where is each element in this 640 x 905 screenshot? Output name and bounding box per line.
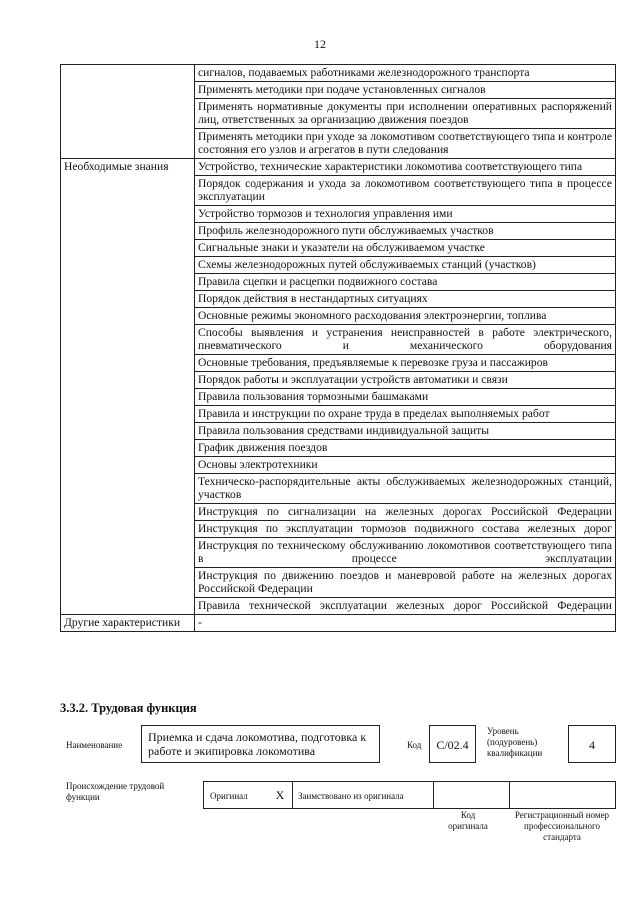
section-title: 3.3.2. Трудовая функция (60, 701, 197, 715)
origin-grid (203, 781, 616, 809)
row-text: сигналов, подаваемых работниками железнодорожного транспорта (195, 65, 616, 82)
original-mark: X (275, 788, 285, 802)
borrowed-label: Заимствовано из оригинала (298, 791, 404, 801)
row-text: Основные режимы экономного расходования электроэнергии, топлива (195, 308, 616, 325)
row-label (61, 65, 195, 159)
name-label: Наименование (66, 740, 123, 750)
row-text: Применять нормативные документы при исполнении оперативных распоряжений лиц, ответственных за организацию движения поездов (195, 99, 616, 129)
row-text: Правила технической эксплуатации железных дорог Российской Федерации (195, 598, 616, 615)
row-text: Инструкция по движению поездов и маневровой работе на железных дорогах Российской Федерации (195, 568, 616, 598)
row-text: Основы электротехники (195, 457, 616, 474)
origin-code-caption: Код оригинала (448, 810, 488, 831)
row-text: Сигнальные знаки и указатели на обслуживаемом участке (195, 240, 616, 257)
row-text: Порядок содержания и ухода за локомотивом соответствующего типа в процессе эксплуатации (195, 176, 616, 206)
table-row (61, 65, 616, 82)
table-row (61, 159, 616, 176)
row-label: Другие характеристики (61, 615, 195, 632)
row-text: - (195, 615, 616, 632)
row-text: Правила пользования тормозными башмаками (195, 389, 616, 406)
row-text: Применять методики при подаче установленных сигналов (195, 82, 616, 99)
level-label: Уровень (подуровень) квалификации (487, 726, 543, 758)
original-label: Оригинал (210, 791, 248, 801)
divider (433, 782, 434, 808)
row-text: Порядок действия в нестандартных ситуациях (195, 291, 616, 308)
row-text: Применять методики при уходе за локомотивом соответствующего типа и контроле состояния его узлов и агрегатов в пути следования (195, 129, 616, 159)
knowledge-table (60, 64, 616, 632)
code-field: С/02.4 (429, 725, 476, 763)
row-text: Профиль железнодорожного пути обслуживаемых участков (195, 223, 616, 240)
row-label: Необходимые знания (61, 159, 195, 615)
level-field: 4 (568, 725, 616, 763)
row-text: Устройство, технические характеристики локомотива соответствующего типа (195, 159, 616, 176)
page-number: 12 (314, 37, 326, 51)
row-text: Порядок работы и эксплуатации устройств автоматики и связи (195, 372, 616, 389)
row-text: График движения поездов (195, 440, 616, 457)
reg-number-caption: Регистрационный номер профессионального стандарта (514, 810, 610, 842)
row-text: Инструкция по техническому обслуживанию локомотивов соответствующего типа в процессе эксплуатации (195, 538, 616, 568)
function-name-field: Приемка и сдача локомотива, подготовка к работе и экипировка локомотива (141, 725, 380, 763)
row-text: Правила пользования средствами индивидуальной защиты (195, 423, 616, 440)
code-label: Код (407, 740, 422, 750)
row-text: Основные требования, предъявляемые к перевозке груза и пассажиров (195, 355, 616, 372)
row-text: Способы выявления и устранения неисправностей в работе электрического, пневматического и механического оборудования (195, 325, 616, 355)
row-text: Инструкция по эксплуатации тормозов подвижного состава железных дорог (195, 521, 616, 538)
row-text: Устройство тормозов и технология управления ими (195, 206, 616, 223)
row-text: Схемы железнодорожных путей обслуживаемых станций (участков) (195, 257, 616, 274)
origin-label: Происхождение трудовой функции (66, 781, 165, 802)
divider (509, 782, 510, 808)
divider (292, 782, 293, 808)
row-text: Правила сцепки и расцепки подвижного состава (195, 274, 616, 291)
table-row (61, 615, 616, 632)
row-text: Инструкция по сигнализации на железных дорогах Российской Федерации (195, 504, 616, 521)
row-text: Техническо-распорядительные акты обслуживаемых железнодорожных станций, участков (195, 474, 616, 504)
row-text: Правила и инструкции по охране труда в пределах выполняемых работ (195, 406, 616, 423)
